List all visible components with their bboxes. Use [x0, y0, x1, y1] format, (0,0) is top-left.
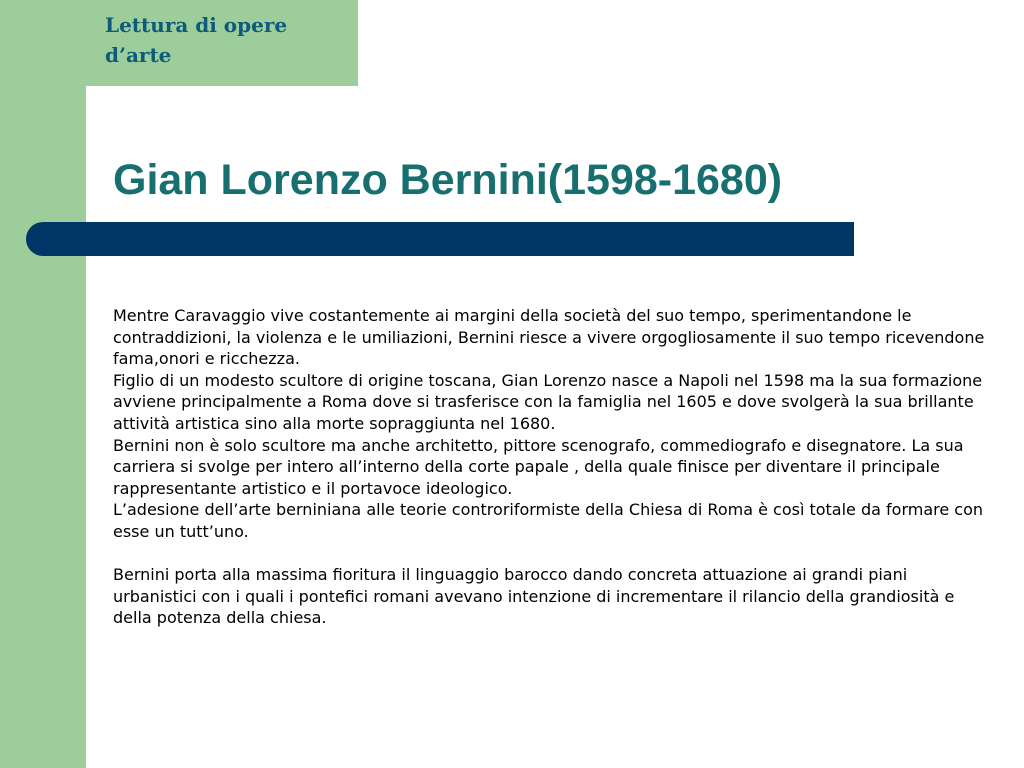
green-sidebar	[0, 0, 86, 768]
body-paragraph-baroque: Bernini porta alla massima fioritura il linguaggio barocco dando concreta attuazione ai grandi piani urbanistici con i quali i pontefici romani avevano intenzione di incrementare il rilancio della grandiosità e della potenza della chiesa.	[113, 565, 955, 628]
title-underline-bar	[26, 222, 854, 256]
body-paragraph-counter-reformation: L’adesione dell’arte berniniana alle teorie controriformiste della Chiesa di Roma è così totale da formare con esse un tutt’uno.	[113, 500, 984, 541]
slide-title: Gian Lorenzo Bernini(1598-1680)	[113, 156, 783, 204]
section-label: Lettura di opere d’arte	[105, 13, 288, 67]
body-paragraph-origins: Figlio di un modesto scultore di origine toscana, Gian Lorenzo nasce a Napoli nel 1598 ma la sua formazione avviene principalmente a Roma dove si trasferisce con la famiglia nel 1605 e dove svolgerà la sua brillante attività artistica sino alla morte sopraggiunta nel 1680.	[113, 370, 983, 433]
body-text	[113, 305, 993, 629]
paragraph-spacer	[113, 543, 993, 565]
body-paragraph-caravaggio: Mentre Caravaggio vive costantemente ai margini della società del suo tempo, sperimentandone le contraddizioni, la violenza e le umiliazioni, Bernini riesce a vivere orgogliosamente il suo tempo ricevendone fama,onori e ricchezza.	[113, 306, 985, 369]
body-paragraph-career: Bernini non è solo scultore ma anche architetto, pittore scenografo, commediografo e disegnatore. La sua carriera si svolge per intero all’interno della corte papale , della quale finisce per diventare il principale rappresentante artistico e il portavoce ideologico.	[113, 435, 964, 498]
